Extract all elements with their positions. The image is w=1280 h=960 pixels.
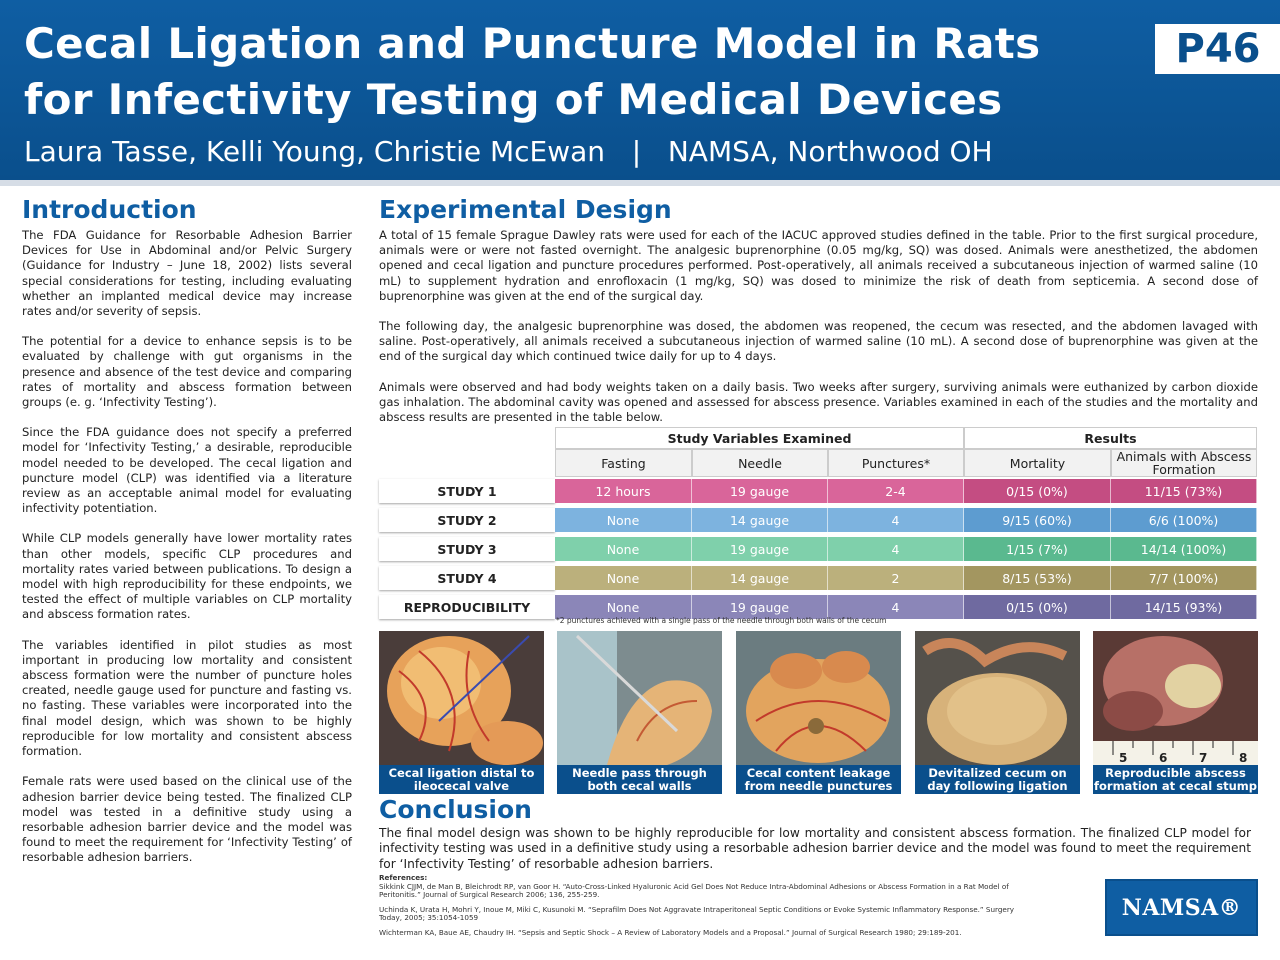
photo-strip <box>379 631 1258 794</box>
ruler-mark: 5 <box>1119 751 1128 765</box>
photo-abscess-formation <box>1093 631 1258 794</box>
references-section <box>379 874 1029 944</box>
surgical-photo-image <box>557 631 722 765</box>
table-row <box>379 479 1257 503</box>
cell-fasting: None <box>555 537 692 561</box>
photo-caption: Reproducible abscess formation at cecal stump <box>1094 766 1257 793</box>
poster-header <box>0 0 1280 186</box>
intro-paragraph: Since the FDA guidance does not specify a preferred model for ‘Infectivity Testing,’ a desirable, reproducible model needed to be developed. The cecal ligation and puncture model (CLP) was identified via a literature review as an acceptable animal model for evaluating infectivity potentiation. <box>22 425 352 516</box>
cell-fasting: None <box>555 508 692 532</box>
photo-needle-pass <box>557 631 722 794</box>
poster-title <box>24 16 1124 128</box>
column-header-abscess: Animals with Abscess Formation <box>1111 449 1257 477</box>
intro-paragraph: The potential for a device to enhance sepsis is to be evaluated by challenge with gut organisms in the presence and absence of the test device and comparing rates of mortality and abscess formation between groups (e. g. ‘Infectivity Testing’). <box>22 334 352 410</box>
photo-caption: Cecal ligation distal to ileocecal valve <box>379 765 544 794</box>
table-group-variables: Study Variables Examined <box>555 427 964 449</box>
column-header-mortality: Mortality <box>964 449 1111 477</box>
row-label: STUDY 1 <box>379 479 555 503</box>
cell-abscess: 6/6 (100%) <box>1111 508 1257 532</box>
surgical-photo-image <box>1093 631 1258 765</box>
cell-punctures: 4 <box>828 537 964 561</box>
photo-caption: Cecal content leakage from needle punctures <box>736 765 901 794</box>
experimental-design-section <box>379 196 1258 440</box>
title-line-1: Cecal Ligation and Puncture Model in Rats <box>24 19 1041 68</box>
row-label: STUDY 4 <box>379 566 555 590</box>
namsa-logo <box>1105 879 1258 936</box>
cell-fasting: 12 hours <box>555 479 692 503</box>
cell-needle: 19 gauge <box>692 479 828 503</box>
title-line-2: for Infectivity Testing of Medical Devices <box>24 75 1003 124</box>
ruler-mark: 8 <box>1239 751 1248 765</box>
surgical-photo-image <box>915 631 1080 765</box>
cell-needle: 14 gauge <box>692 508 828 532</box>
introduction-heading: Introduction <box>22 195 197 224</box>
cell-mortality: 0/15 (0%) <box>964 595 1111 619</box>
reference-item: Sikkink CJJM, de Man B, Bleichrodt RP, van Goor H. “Auto-Cross-Linked Hyaluronic Acid Gel Does Not Reduce Intra-Abdominal Adhesions or Abscess Formation in a Rat Model of Peritonitis.” Journal of Surgical Research 2006; 136, 255-259. <box>379 881 1009 900</box>
reference-item: Wichterman KA, Baue AE, Chaudry IH. “Sepsis and Septic Shock – A Review of Laboratory Models and a Proposal.” Journal of Surgical Research 1980; 29:189-201. <box>379 927 962 937</box>
references-heading: References: <box>379 873 428 882</box>
intro-paragraph: Female rats were used based on the clinical use of the adhesion barrier device being tested. The finalized CLP model was tested in a definitive study using a resorbable adhesion barrier device and the model was found to meet the requirement for ‘Infectivity Testing’ of resorbable adhesion barriers. <box>22 774 352 865</box>
conclusion-text: The final model design was shown to be highly reproducible for low mortality and consistent abscess formation. The finalized CLP model for infectivity testing was used in a definitive study using a resorbable adhesion barrier device and the model was found to meet the requirement for ‘Infectivity Testing’ of resorbable adhesion barriers. <box>379 826 1251 871</box>
intro-paragraph: The FDA Guidance for Resorbable Adhesion Barrier Devices for Use in Abdominal and/or Pelvic Surgery (Guidance for Industry – June 18, 2002) lists several special considerations for testing, including evaluating whether an implanted medical device may increase rates and/or severity of sepsis. <box>22 228 352 319</box>
introduction-section <box>22 196 352 881</box>
cell-mortality: 8/15 (53%) <box>964 566 1111 590</box>
column-header-needle: Needle <box>692 449 828 477</box>
reference-item: Uchinda K, Urata H, Mohri Y, Inoue M, Miki C, Kusunoki M. “Seprafilm Does Not Aggravate Intraperitoneal Septic Conditions or Evoke Systemic Inflammatory Response.” Surgery Today, 2005; 35:1054-1059 <box>379 904 1015 923</box>
conclusion-section <box>379 796 1251 872</box>
cell-needle: 14 gauge <box>692 566 828 590</box>
cell-mortality: 9/15 (60%) <box>964 508 1111 532</box>
photo-content-leakage <box>736 631 901 794</box>
conclusion-heading: Conclusion <box>379 795 532 824</box>
surgical-photo-image <box>379 631 544 765</box>
intro-paragraph: The variables identified in pilot studies as most important in producing low mortality and consistent abscess formation were the number of puncture holes created, needle gauge used for puncture and fasting vs. no fasting. These variables were incorporated into the final model design, which was shown to be highly reproducible for low mortality and consistent abscess formation. <box>22 637 352 759</box>
table-row <box>379 566 1257 590</box>
design-paragraph: A total of 15 female Sprague Dawley rats were used for each of the IACUC approved studies defined in the table. Prior to the first surgical procedure, animals were or were not fasted overnight. The analgesic buprenorphine (0.05 mg/kg, SQ) was dosed. Animals were anesthetized, the abdomen opened and cecal ligation and puncture procedures performed. Post-operatively, all animals received a subcutaneous injection of warmed saline (10 mL) to supplement hydration and enrofloxacin (1 mg/kg, SQ) was dosed to minimize the risk of death from septicemia. A second dose of buprenorphine was given at the end of the surgical day. <box>379 228 1258 303</box>
table-row <box>379 537 1257 561</box>
cell-punctures: 2-4 <box>828 479 964 503</box>
logo-text: NAMSA® <box>1121 894 1242 921</box>
photo-caption: Devitalized cecum on day following ligation <box>915 765 1080 794</box>
photo-caption: Needle pass through both cecal walls <box>557 765 722 794</box>
photo-devitalized-cecum <box>915 631 1080 794</box>
study-results-table <box>379 427 1257 619</box>
column-header-punctures: Punctures* <box>828 449 964 477</box>
cell-abscess: 11/15 (73%) <box>1111 479 1257 503</box>
cell-abscess: 7/7 (100%) <box>1111 566 1257 590</box>
row-label: STUDY 3 <box>379 537 555 561</box>
cell-punctures: 4 <box>828 595 964 619</box>
table-group-results: Results <box>964 427 1257 449</box>
cell-mortality: 1/15 (7%) <box>964 537 1111 561</box>
table-footnote: *2 punctures achieved with a single pass of the needle through both walls of the cecum <box>556 616 887 625</box>
cell-abscess: 14/15 (93%) <box>1111 595 1257 619</box>
photo-cecal-ligation <box>379 631 544 794</box>
cell-fasting: None <box>555 595 692 619</box>
table-row <box>379 508 1257 532</box>
surgical-photo-image <box>736 631 901 765</box>
row-label: REPRODUCIBILITY <box>379 595 555 619</box>
cell-needle: 19 gauge <box>692 595 828 619</box>
cell-punctures: 4 <box>828 508 964 532</box>
ruler-mark: 7 <box>1199 751 1208 765</box>
cell-mortality: 0/15 (0%) <box>964 479 1111 503</box>
poster-number-badge: P46 <box>1155 24 1280 74</box>
design-paragraph: The following day, the analgesic buprenorphine was dosed, the abdomen was reopened, the cecum was resected, and the abdomen lavaged with saline. Post-operatively, all animals received a subcutaneous injection of warmed saline (10 mL). A second dose of buprenorphine was given at the end of the surgical day which continued twice daily for up to 4 days. <box>379 319 1258 364</box>
cell-punctures: 2 <box>828 566 964 590</box>
row-label: STUDY 2 <box>379 508 555 532</box>
cell-fasting: None <box>555 566 692 590</box>
cell-needle: 19 gauge <box>692 537 828 561</box>
design-paragraph: Animals were observed and had body weights taken on a daily basis. Two weeks after surgery, surviving animals were euthanized by carbon dioxide gas inhalation. The abdominal cavity was opened and assessed for abscess presence. Variables examined in each of the studies and the mortality and abscess results are presented in the table below. <box>379 379 1258 425</box>
table-body <box>379 477 1257 619</box>
ruler-mark: 6 <box>1159 751 1168 765</box>
intro-paragraph: While CLP models generally have lower mortality rates than other models, specific CLP procedures and mortality rates varied between publications. To design a model with high reproducibility for these endpoints, we tested the effect of multiple variables on CLP mortality and abscess formation rates. <box>22 531 352 622</box>
authors-line: Laura Tasse, Kelli Young, Christie McEwan | NAMSA, Northwood OH <box>24 135 993 168</box>
column-header-fasting: Fasting <box>555 449 692 477</box>
cell-abscess: 14/14 (100%) <box>1111 537 1257 561</box>
design-heading: Experimental Design <box>379 195 672 224</box>
